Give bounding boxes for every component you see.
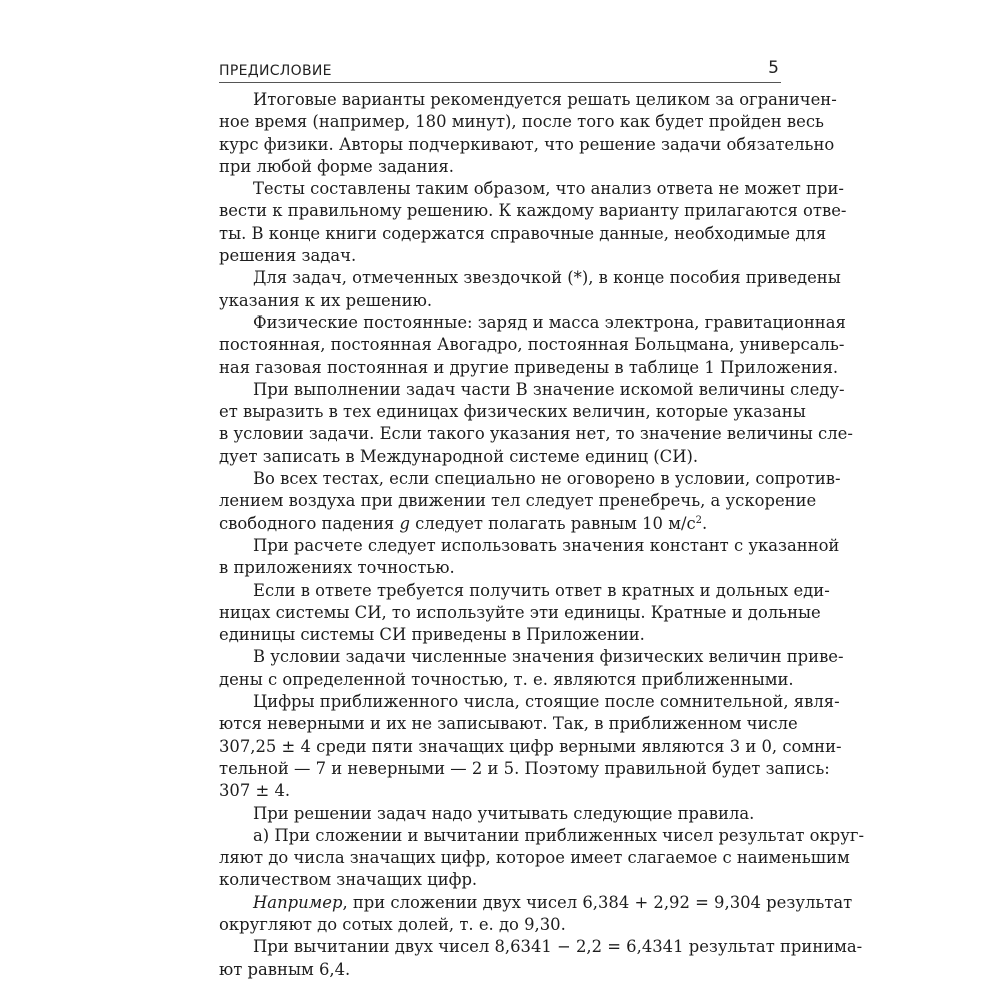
text-fragment: . <box>702 513 708 533</box>
text-line: При вычитании двух чисел 8,6341 − 2,2 = 6,4341 результат принима- <box>253 937 863 957</box>
text-line: При решении задач надо учитывать следующие правила. <box>253 803 755 823</box>
text-line: постоянная, постоянная Авогадро, постоянная Больцмана, универсаль- <box>219 335 845 355</box>
symbol-g: g <box>399 513 410 533</box>
text-line: Если в ответе требуется получить ответ в кратных и дольных еди- <box>253 580 830 600</box>
text-line: в приложениях точностью. <box>219 558 455 578</box>
text-line: округляют до сотых долей, т. е. до 9,30. <box>219 914 566 934</box>
running-title: ПРЕДИСЛОВИЕ <box>219 63 332 79</box>
text-line: лением воздуха при движении тел следует пренебречь, а ускорение <box>219 491 817 511</box>
text-fragment: , при сложении двух чисел 6,384 + 2,92 = 9,304 результат <box>342 892 853 912</box>
text-line: Итоговые варианты рекомендуется решать целиком за ограничен- <box>253 90 837 109</box>
text-line: решения задач. <box>219 246 357 266</box>
text-line: Цифры приближенного числа, стоящие после сомнительной, явля- <box>253 692 840 712</box>
page-number: 5 <box>768 58 779 78</box>
text-line: При выполнении задач части В значение искомой величины следу- <box>253 379 845 399</box>
text-line: ются неверными и их не записывают. Так, в приближенном числе <box>219 714 798 734</box>
text-line: ное время (например, 180 минут), после того как будет пройден весь <box>219 112 824 132</box>
text-line: ет выразить в тех единицах физических величин, которые указаны <box>219 402 806 422</box>
text-line: 307 ± 4. <box>219 781 291 801</box>
text-line: Физические постоянные: заряд и масса электрона, гравитационная <box>253 312 846 332</box>
text-line: ты. В конце книги содержатся справочные данные, необходимые для <box>219 223 827 243</box>
text-line: ляют до числа значащих цифр, которое имеет слагаемое с наименьшим <box>219 848 850 868</box>
running-header <box>219 58 781 83</box>
text-line <box>219 892 853 914</box>
text-fragment: следует полагать равным 10 м/с <box>409 513 696 533</box>
unit-exponent: 2 <box>695 514 703 526</box>
page-body-text <box>219 89 865 981</box>
example-label: Например <box>253 892 343 912</box>
text-line: дены с определенной точностью, т. е. являются приближенными. <box>219 669 794 689</box>
text-line: единицы системы СИ приведены в Приложении. <box>219 625 645 645</box>
text-line: курс физики. Авторы подчеркивают, что решение задачи обязательно <box>219 134 835 154</box>
text-line: Для задач, отмеченных звездочкой (*), в конце пособия приведены <box>253 268 841 288</box>
text-line: указания к их решению. <box>219 290 433 310</box>
text-line: дует записать в Международной системе единиц (СИ). <box>219 446 699 466</box>
text-line: тельной — 7 и неверными — 2 и 5. Поэтому правильной будет запись: <box>219 758 830 778</box>
text-line: количеством значащих цифр. <box>219 870 478 890</box>
text-line: при любой форме задания. <box>219 156 454 176</box>
text-line: вести к правильному решению. К каждому варианту прилагаются отве- <box>219 201 847 221</box>
text-line: ницах системы СИ, то используйте эти единицы. Кратные и дольные <box>219 602 821 622</box>
text-line: Во всех тестах, если специально не оговорено в условии, сопротив- <box>253 469 841 489</box>
text-line: ная газовая постоянная и другие приведены в таблице 1 Приложения. <box>219 357 839 377</box>
text-line: Тесты составлены таким образом, что анализ ответа не может при- <box>253 179 844 199</box>
text-line: а) При сложении и вычитании приближенных чисел результат округ- <box>253 825 865 845</box>
text-line: в условии задачи. Если такого указания нет, то значение величины сле- <box>219 424 853 444</box>
text-line <box>219 513 781 535</box>
text-line: В условии задачи численные значения физических величин приве- <box>253 647 844 667</box>
text-line: ют равным 6,4. <box>219 959 351 979</box>
text-line: 307,25 ± 4 среди пяти значащих цифр верными являются 3 и 0, сомни- <box>219 736 842 756</box>
text-fragment: свободного падения <box>219 513 400 533</box>
text-line: При расчете следует использовать значения констант с указанной <box>253 535 840 555</box>
